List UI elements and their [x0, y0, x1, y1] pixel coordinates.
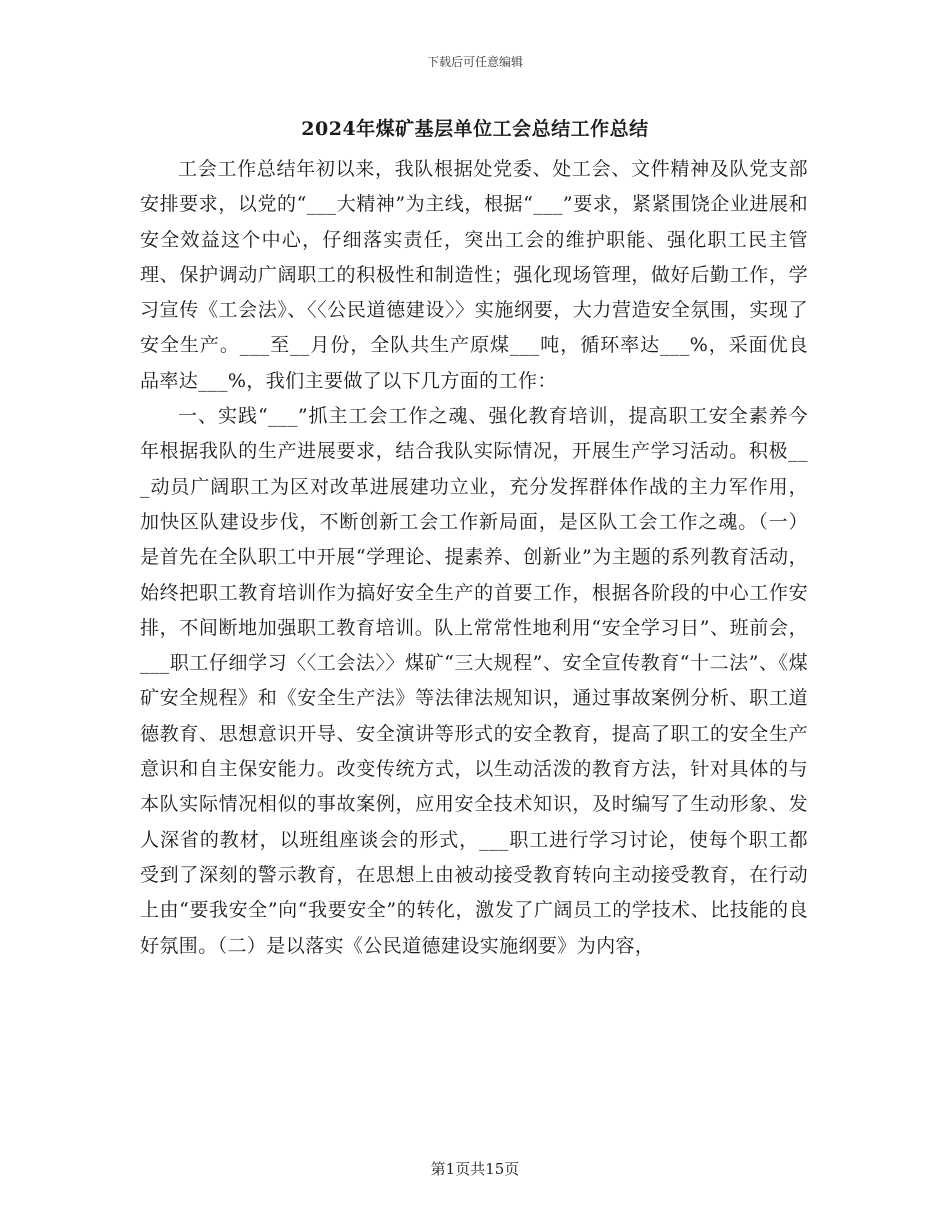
header-note: 下载后可任意编辑 — [426, 55, 523, 69]
document-body — [140, 152, 808, 964]
paragraph-section-one: 一、实践“___”抓主工会工作之魂、强化教育培训，提高职工安全素养今年根据我队的生产进展要求，结合我队实际情况，开展生产学习活动。积极___动员广阔职工为区对改革进展建功立业，充分发挥群体作战的主力军作用，加快区队建设步伐，不断创新工会工作新局面，是区队工会工作之魂。（一）是首先在全队职工中开展“学理论、提素养、创新业”为主题的系列教育活动，始终把职工教育培训作为搞好安全生产的首要工作，根据各阶段的中心工作安排，不间断地加强职工教育培训。队上常常性地利用“安全学习日”、班前会，___职工仔细学习〈〈工会法〉〉煤矿“三大规程”、安全宣传教育“十二法”、《煤矿安全规程》和《安全生产法》等法律法规知识，通过事故案例分析、职工道德教育、思想意识开导、安全演讲等形式的安全教育，提高了职工的安全生产意识和自主保安能力。改变传统方式，以生动活泼的教育方法，针对具体的与本队实际情况相似的事故案例，应用安全技术知识，及时编写了生动形象、发人深省的教材，以班组座谈会的形式，___职工进行学习讨论，使每个职工都受到了深刻的警示教育，在思想上由被动接受教育转向主动接受教育，在行动上由“要我安全”向“我要安全”的转化，激发了广阔员工的学技术、比技能的良好氛围。（二）是以落实《公民道德建设实施纲要》为内容， — [140, 405, 808, 957]
page-number: 第1页共15页 — [430, 1160, 520, 1178]
page-title: 2024年煤矿基层单位工会总结工作总结 — [301, 118, 649, 140]
paragraph-intro: 工会工作总结年初以来，我队根据处党委、处工会、文件精神及队党支部安排要求，以党的“___大精神”为主线，根据“___”要求，紧紧围饶企业进展和安全效益这个中心，仔细落实责任，突出工会的维护职能、强化职工民主管理、保护调动广阔职工的积极性和制造性；强化现场管理，做好后勤工作，学习宣传《工会法》、〈〈公民道德建设〉〉实施纲要，大力营造安全氛围，实现了安全生产。___至__月份，全队共生产原煤___吨，循环率达___%，采面优良品率达___%，我们主要做了以下几方面的工作： — [140, 158, 808, 392]
